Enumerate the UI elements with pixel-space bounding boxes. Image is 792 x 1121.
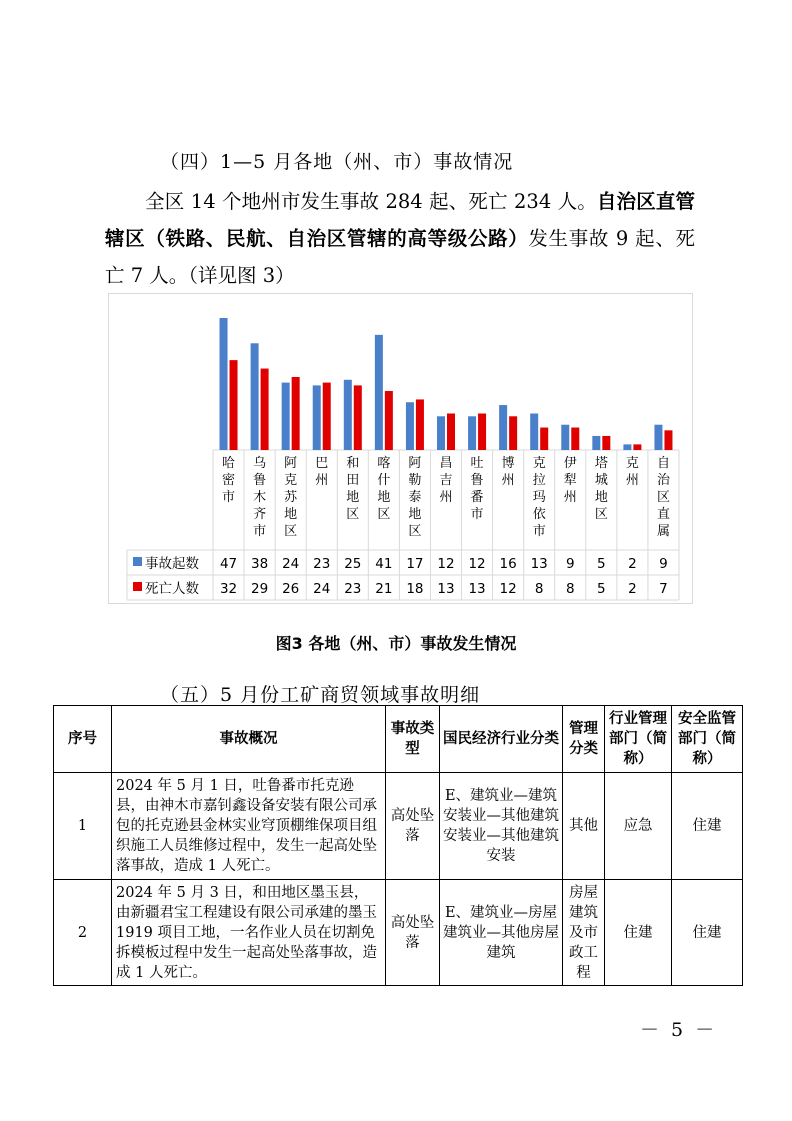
data-table-value: 13	[437, 581, 455, 597]
bar-deaths	[292, 377, 300, 450]
data-table-value: 7	[659, 581, 668, 597]
bar-accidents	[592, 436, 600, 450]
header-industry-dept: 行业管理部门（简称）	[605, 706, 672, 773]
bar-deaths	[230, 360, 238, 450]
cell-overview: 2024 年 5 月 1 日，吐鲁番市托克逊县，由神木市嘉钊鑫设备安装有限公司承包的托克逊县金林实业穹顶棚维保项目组织施工人员维修过程中，发生一起高处坠落事故，造成 1 人死亡。	[112, 773, 386, 880]
bar-accidents	[561, 425, 569, 450]
bar-deaths	[478, 413, 486, 450]
bar-accidents	[344, 380, 352, 450]
category-label: 阿克苏地区	[284, 456, 298, 539]
figure-caption: 图3 各地（州、市）事故发生情况	[275, 634, 517, 653]
cell-type: 高处坠落	[386, 880, 440, 986]
bar-deaths	[447, 413, 455, 450]
bar-accidents	[220, 318, 228, 450]
cell-safety-dept: 住建	[672, 773, 743, 880]
bar-deaths	[261, 369, 269, 450]
cell-industry: E、建筑业—房屋建筑业—其他房屋建筑	[440, 880, 563, 986]
data-table-value: 29	[251, 581, 269, 597]
cell-type: 高处坠落	[386, 773, 440, 880]
accident-bar-chart	[109, 294, 694, 605]
bar-deaths	[509, 416, 517, 450]
category-label: 塔城地区	[594, 456, 608, 522]
category-label: 哈密市	[222, 456, 236, 505]
bar-deaths	[602, 436, 610, 450]
legend-label: 死亡人数	[145, 581, 199, 597]
data-table-value: 2	[628, 556, 637, 572]
cell-industry-dept: 住建	[605, 880, 672, 986]
bar-deaths	[540, 428, 548, 450]
bar-deaths	[354, 385, 362, 450]
bar-accidents	[406, 402, 414, 450]
bar-deaths	[416, 399, 424, 450]
table-header-row	[54, 706, 743, 773]
table-row	[54, 773, 743, 880]
category-label: 克州	[625, 456, 639, 488]
category-label: 巴州	[315, 456, 329, 488]
bar-deaths	[385, 391, 393, 450]
data-table-value: 12	[437, 556, 455, 572]
bar-accidents	[282, 383, 290, 450]
header-safety-dept: 安全监管部门（简称）	[672, 706, 743, 773]
legend-label: 事故起数	[145, 556, 199, 572]
data-table-value: 25	[344, 556, 362, 572]
bar-accidents	[313, 385, 321, 450]
data-table-value: 8	[565, 581, 575, 597]
data-table-value: 13	[530, 556, 548, 572]
paragraph-bold-text: 自治区直管辖区（铁路、民航、自治区管辖的高等级公路）	[105, 190, 695, 250]
bar-accidents	[251, 343, 259, 450]
data-table-value: 2	[628, 581, 637, 597]
bar-accidents	[499, 405, 507, 450]
data-table-value: 23	[313, 556, 331, 572]
category-label: 乌鲁木齐市	[253, 456, 267, 539]
data-table-value: 12	[468, 556, 486, 572]
cell-management: 房屋建筑及市政工程	[563, 880, 605, 986]
category-label: 博州	[501, 456, 515, 488]
chart-frame	[108, 293, 693, 604]
header-type: 事故类型	[386, 706, 440, 773]
data-table-value: 16	[499, 556, 517, 572]
bar-deaths	[633, 444, 641, 450]
paragraph-text-2: 发生事故 9 起、死亡 7 人。（详见图 3）	[105, 227, 695, 287]
paragraph-text-1: 全区 14 个地州市发生事故 284 起、死亡 234 人。	[145, 190, 597, 213]
bar-accidents	[530, 413, 538, 450]
category-label: 阿勒泰地区	[408, 456, 422, 539]
bar-deaths	[571, 428, 579, 450]
section-4-paragraph	[105, 183, 695, 294]
category-label: 和田地区	[346, 456, 360, 522]
cell-overview: 2024 年 5 月 3 日，和田地区墨玉县，由新疆君宝工程建设有限公司承建的墨玉 1919 项目工地，一名作业人员在切割免拆模板过程中发生一起高处坠落事故，造成 1 人死亡。	[112, 880, 386, 986]
header-overview: 事故概况	[112, 706, 386, 773]
data-table-value: 17	[406, 556, 424, 572]
data-table-value: 24	[313, 581, 331, 597]
bar-accidents	[437, 416, 445, 450]
cell-management: 其他	[563, 773, 605, 880]
cell-safety-dept: 住建	[672, 880, 743, 986]
header-industry: 国民经济行业分类	[440, 706, 563, 773]
data-table-value: 13	[468, 581, 486, 597]
category-label: 伊犁州	[563, 456, 577, 505]
category-label: 克拉玛依市	[532, 456, 546, 539]
page-number: － 5 －	[640, 1019, 718, 1041]
bar-deaths	[664, 430, 672, 450]
category-label: 自治区直属	[656, 456, 670, 539]
data-table-value: 47	[219, 556, 238, 572]
data-table-value: 5	[597, 581, 606, 597]
legend-key-accidents	[133, 557, 142, 566]
legend-key-deaths	[133, 582, 142, 591]
data-table-value: 18	[406, 581, 424, 597]
bar-accidents	[623, 444, 631, 450]
data-table-value: 9	[565, 556, 575, 572]
cell-industry: E、建筑业—建筑安装业—其他建筑安装业—其他建筑安装	[440, 773, 563, 880]
data-table-value: 32	[219, 581, 238, 597]
section-5-heading: （五）5 月份工矿商贸领域事故明细	[160, 684, 481, 706]
data-table-value: 26	[282, 581, 300, 597]
category-label: 吐鲁番市	[470, 456, 484, 522]
data-table-value: 38	[251, 556, 269, 572]
cell-industry-dept: 应急	[605, 773, 672, 880]
table-row	[54, 880, 743, 986]
data-table-value: 23	[344, 581, 362, 597]
data-table-value: 8	[534, 581, 544, 597]
bar-accidents	[375, 335, 383, 450]
data-table-value: 21	[375, 581, 393, 597]
category-label: 昌吉州	[439, 456, 453, 505]
data-table-value: 5	[597, 556, 606, 572]
header-management: 管理分类	[563, 706, 605, 773]
section-4-heading: （四）1—5 月各地（州、市）事故情况	[160, 151, 514, 173]
header-seq: 序号	[54, 706, 112, 773]
accident-detail-table	[53, 705, 743, 986]
cell-seq: 1	[54, 773, 112, 880]
category-label: 喀什地区	[377, 456, 391, 522]
data-table-value: 24	[282, 556, 300, 572]
bar-accidents	[654, 425, 662, 450]
data-table-value: 41	[375, 556, 393, 572]
data-table-value: 12	[499, 581, 517, 597]
data-table-value: 9	[659, 556, 668, 572]
cell-seq: 2	[54, 880, 112, 986]
bar-deaths	[323, 383, 331, 450]
bar-accidents	[468, 416, 476, 450]
